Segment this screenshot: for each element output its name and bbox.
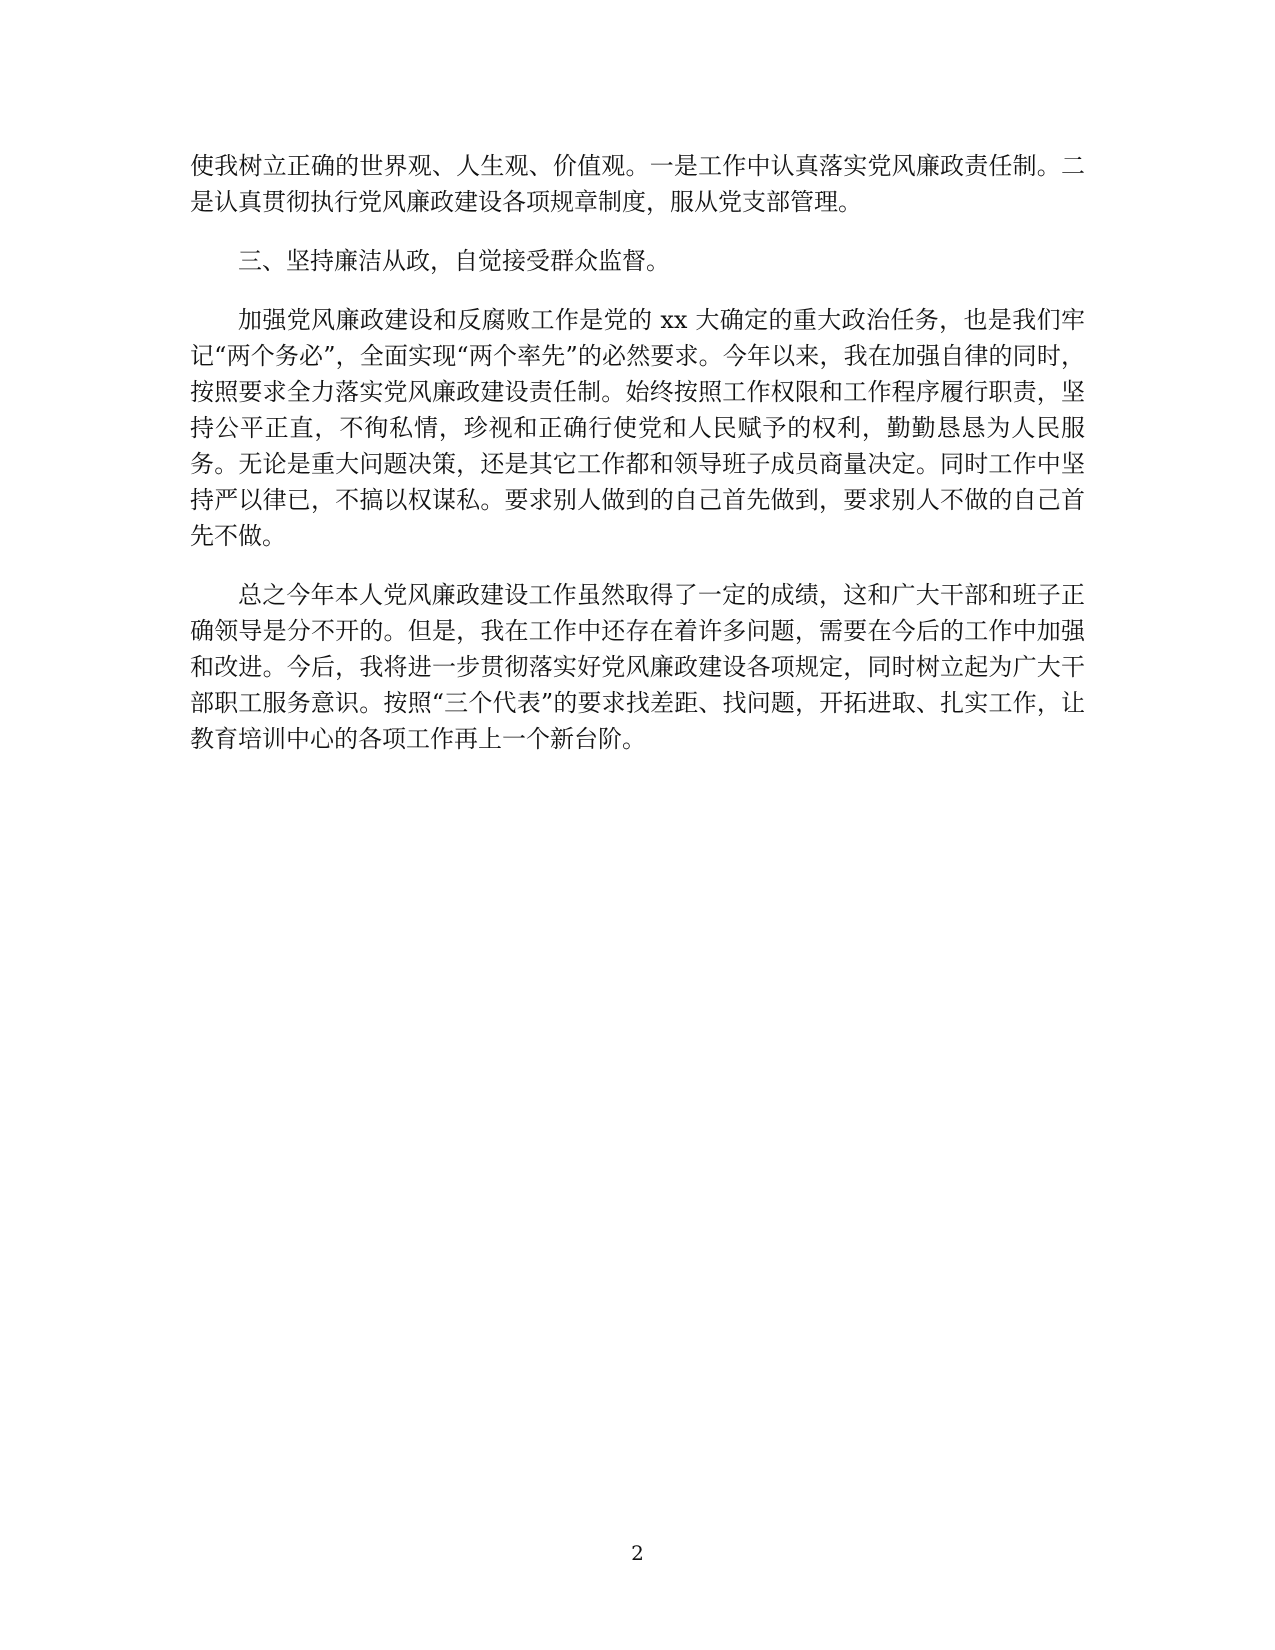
paragraph-anti-corruption: 加强党风廉政建设和反腐败工作是党的 xx 大确定的重大政治任务，也是我们牢记“两个务必”，全面实现“两个率先”的必然要求。今年以来，我在加强自律的同时，按照要求全力落实党风廉政建设责任制。始终按照工作权限和工作程序履行职责，坚持公平正直，不徇私情，珍视和正确行使党和人民赋予的权利，勤勤恳恳为人民服务。无论是重大问题决策，还是其它工作都和领导班子成员商量决定。同时工作中坚持严以律已，不搞以权谋私。要求别人做到的自己首先做到，要求别人不做的自己首先不做。 bbox=[190, 306, 1085, 550]
section-heading: 三、坚持廉洁从政，自觉接受群众监督。 bbox=[238, 247, 670, 275]
page-body bbox=[190, 148, 1085, 780]
paragraph-continuation: 使我树立正确的世界观、人生观、价值观。一是工作中认真落实党风廉政责任制。二是认真贯彻执行党风廉政建设各项规章制度，服从党支部管理。 bbox=[190, 152, 1085, 216]
paragraph-summary: 总之今年本人党风廉政建设工作虽然取得了一定的成绩，这和广大干部和班子正确领导是分不开的。但是，我在工作中还存在着许多问题，需要在今后的工作中加强和改进。今后，我将进一步贯彻落实好党风廉政建设各项规定，同时树立起为广大干部职工服务意识。按照“三个代表”的要求找差距、找问题，开拓进取、扎实工作，让教育培训中心的各项工作再上一个新台阶。 bbox=[190, 581, 1085, 753]
page-number: 2 bbox=[631, 1541, 644, 1565]
